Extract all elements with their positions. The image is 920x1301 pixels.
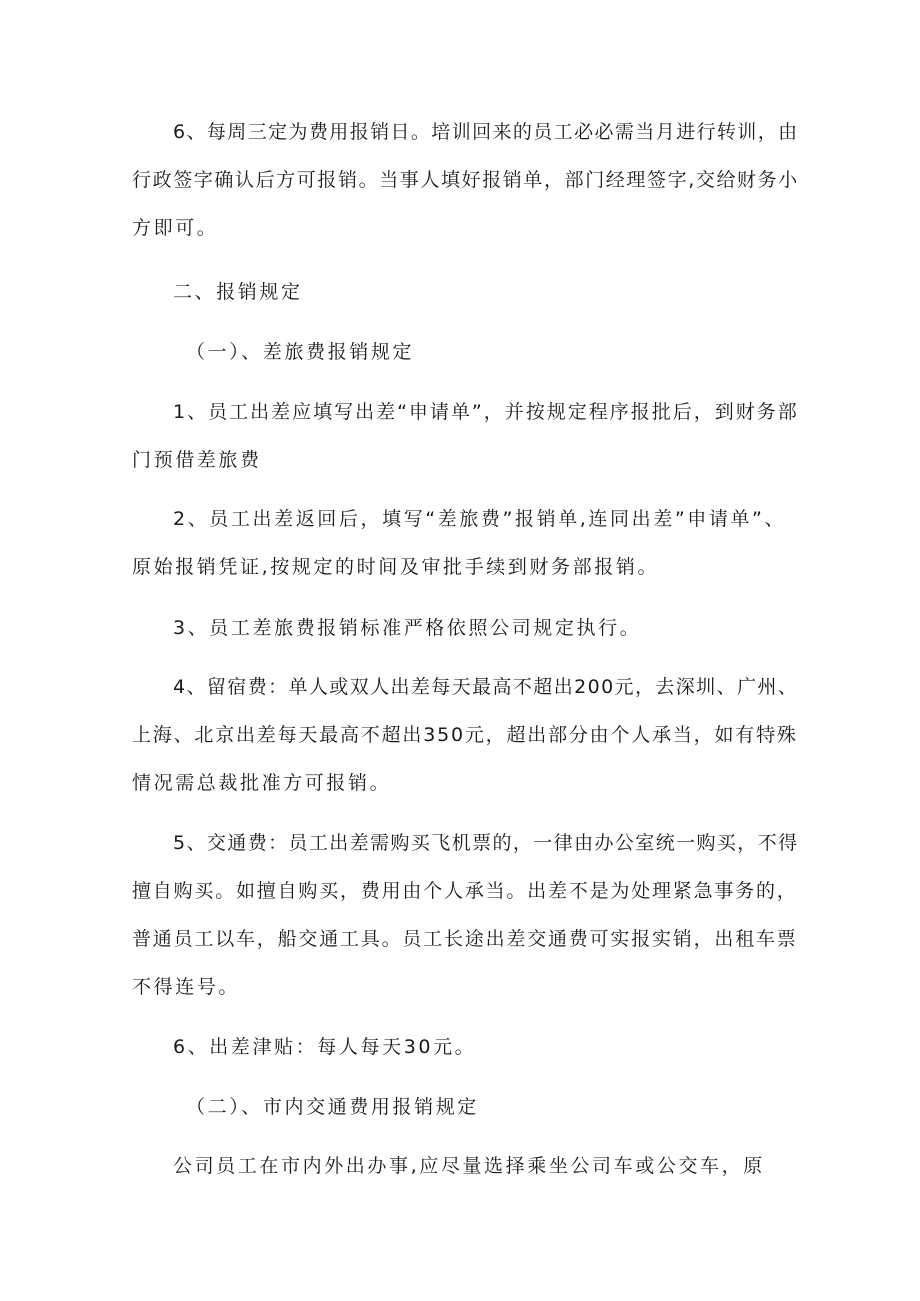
rule-5-line-3: 普通员工以车，船交通工具。员工长途出差交通费可实报实销，出租车票 [132, 928, 798, 950]
rule-1-line-2: 门预借差旅费 [132, 449, 262, 471]
rule-3-line-1: 3、员工差旅费报销标准严格依照公司规定执行。 [173, 617, 642, 639]
local-transport-intro-line-1: 公司员工在市内外出办事,应尽量选择乘坐公司车或公交车，原 [173, 1155, 765, 1177]
rule-4-line-1: 4、留宿费：单人或双人出差每天最高不超出200元，去深圳、广州、 [173, 676, 799, 698]
rule-5-line-1: 5、交通费：员工出差需购买飞机票的，一律由办公室统一购买，不得 [173, 832, 799, 854]
rule-6-line-1: 6、出差津贴：每人每天30元。 [173, 1036, 477, 1058]
rule-4-line-2: 上海、北京出差每天最高不超出350元，超出部分由个人承当，如有特殊 [132, 724, 798, 746]
rule-1-line-1: 1、员工出差应填写出差“申请单”，并按规定程序报批后，到财务部 [173, 401, 799, 423]
rule-4-line-3: 情况需总裁批准方可报销。 [132, 772, 392, 794]
rule-2-line-1: 2、员工出差返回后，填写“差旅费”报销单,连同出差”申请单”、 [173, 508, 787, 530]
paragraph-item-6-line-3: 方即可。 [132, 217, 219, 239]
paragraph-item-6-line-2: 行政签字确认后方可报销。当事人填好报销单，部门经理签字,交给财务小 [132, 169, 799, 191]
rule-5-line-2: 擅自购买。如擅自购买，费用由个人承当。出差不是为处理紧急事务的， [132, 880, 798, 902]
paragraph-item-6-line-1: 6、每周三定为费用报销日。培训回来的员工必必需当月进行转训，由 [173, 121, 799, 143]
subsection-heading-local-transport: （二）、市内交通费用报销规定 [186, 1096, 479, 1118]
subsection-heading-travel-expenses: （一）、差旅费报销规定 [186, 341, 415, 363]
rule-2-line-2: 原始报销凭证,按规定的时间及审批手续到财务部报销。 [132, 556, 660, 578]
section-heading-reimbursement-rules: 二、报销规定 [173, 281, 303, 303]
rule-5-line-4: 不得连号。 [132, 976, 241, 998]
